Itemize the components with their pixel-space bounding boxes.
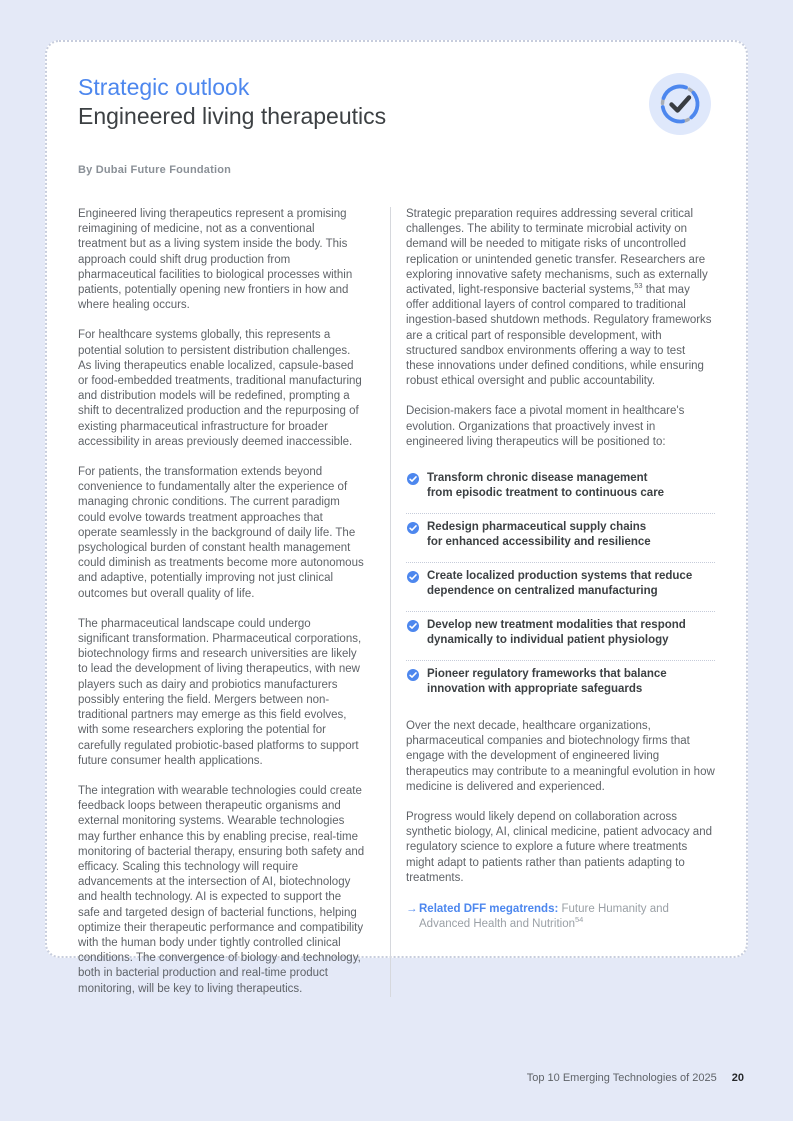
body-paragraph: For patients, the transformation extends beyond convenience to fundamentally alter the experience of managing chronic conditions. The current paradigm could evolve towards treatment approaches that operate seamlessly in the background of daily life. The psychological burden of constant health management could diminish as treatments become more autonomous and adaptive, potentially improving not just clinical outcomes but overall quality of life. [78, 466, 364, 600]
list-item [406, 563, 715, 612]
check-circle-icon [407, 522, 419, 534]
progress-check-badge [649, 73, 711, 135]
bullet-line: dynamically to individual patient physiology [427, 634, 669, 647]
related-megatrends-text: Future Humanity and Advanced Health and Nutrition [419, 903, 669, 930]
check-circle-icon [407, 669, 419, 681]
bullet-line: Develop new treatment modalities that respond [427, 619, 686, 632]
body-paragraph: Decision-makers face a pivotal moment in healthcare's evolution. Organizations that proactively invest in engineered living therapeutics will be positioned to: [406, 405, 685, 448]
arrow-right-icon: → [406, 903, 418, 916]
footnote-ref-54[interactable]: 54 [575, 914, 584, 924]
page-card [45, 40, 748, 995]
list-item [406, 661, 715, 705]
related-megatrends-label[interactable]: Related DFF megatrends: [419, 903, 559, 916]
check-circle-icon [407, 473, 419, 485]
left-column [78, 207, 390, 997]
list-item [406, 514, 715, 563]
related-megatrends-note [406, 902, 715, 931]
bullet-line: dependence on centralized manufacturing [427, 585, 658, 598]
header [78, 73, 715, 135]
body-paragraph [406, 207, 715, 389]
bullet-line: Create localized production systems that reduce [427, 570, 693, 583]
list-item-text [427, 667, 667, 697]
body-paragraph: The pharmaceutical landscape could undergo significant transformation. Pharmaceutical corporations, biotechnology firms and research universities are likely to lead the development of living therapeutics, with new players such as dairy and probiotics manufacturers possibly entering the field. Mergers between non-traditional partners may emerge as this field evolves, with some researchers exploring the potential for carefully regulated probiotic-based platforms to support future consumer health applications. [78, 617, 362, 767]
bullet-line: Redesign pharmaceutical supply chains [427, 521, 647, 534]
list-item [406, 612, 715, 661]
body-paragraph: The integration with wearable technologies could create feedback loops between therapeutic organisms and external monitoring systems. Wearable technologies may further enhance this by enabling precise, real-time monitoring of bacterial therapy, ensuring both safety and efficacy. Scaling this technology will require advancements at the intersection of AI, biotechnology and health technology. AI is expected to support the safe and targeted design of bacterial functions, helping optimize their therapeutic performance and compatibility with the human body under tightly controlled clinical conditions. The convergence of biology and technology, both in bacterial production and real-time product monitoring, will be key to living therapeutics. [78, 784, 365, 995]
outcome-bullet-list [406, 465, 715, 705]
footnote-ref-53[interactable]: 53 [634, 281, 643, 291]
page-number: 20 [731, 1072, 744, 1084]
header-titles [78, 73, 386, 131]
list-item-text [427, 618, 686, 648]
list-item-text [427, 569, 692, 599]
body-paragraph: Progress would likely depend on collaboration across synthetic biology, AI, clinical medicine, patient advocacy and regulatory science to explore a future where treatments might adapt to patients rather than patients adapting to treatments. [406, 811, 712, 884]
check-circle-icon [407, 620, 419, 632]
page-title: Engineered living therapeutics [78, 103, 387, 129]
report-title: Top 10 Emerging Technologies of 2025 [526, 1072, 717, 1084]
circular-check-icon [649, 73, 711, 135]
list-item-text [427, 520, 651, 550]
body-paragraph: Over the next decade, healthcare organizations, pharmaceutical companies and biotechnology firms that engage with the development of engineered living therapeutics may contribute to a meaningful evolution in how medicine is delivered and experienced. [406, 720, 715, 793]
section-eyebrow: Strategic outlook [78, 74, 250, 100]
bullet-line: from episodic treatment to continuous care [427, 487, 665, 500]
body-paragraph: For healthcare systems globally, this represents a potential solution to persistent distribution challenges. As living therapeutics enable localized, capsule-based or food-embedded treatments, traditional manufacturing and distribution models will be redefined, prompting a shift to decentralized production and the repurposing of existing pharmaceutical infrastructure for broader accessibility in areas previously deemed inaccessible. [78, 329, 362, 448]
paragraph-text: that may offer additional layers of control compared to traditional ingestion-based shutdown methods. Regulatory frameworks are a critical part of responsible development, with structured sandbox environments offering a way to test these innovations under defined conditions, while ensuring robust ethical oversight and public accountability. [406, 284, 712, 388]
list-item [406, 465, 715, 514]
body-paragraph: Engineered living therapeutics represent a promising reimagining of medicine, not as a conventional treatment but as a living system inside the body. This approach could shift drug production from pharmaceutical facilities to biological processes within patients, potentially opening new frontiers in how and where healing occurs. [78, 208, 353, 312]
byline: By Dubai Future Foundation [78, 164, 232, 176]
check-circle-icon [407, 571, 419, 583]
two-column-body [78, 207, 715, 997]
list-item-text [427, 471, 664, 501]
bullet-line: Pioneer regulatory frameworks that balance [427, 668, 667, 681]
bullet-line: innovation with appropriate safeguards [427, 683, 643, 696]
related-megatrends-content [419, 902, 715, 931]
right-column [390, 207, 715, 997]
page-footer [527, 1072, 744, 1084]
bullet-line: for enhanced accessibility and resilience [427, 536, 651, 549]
paragraph-text: Strategic preparation requires addressing several critical challenges. The ability to terminate microbial activity on demand will be needed to mitigate risks of uncontrolled replication or unintended genetic transfer. Researchers are exploring innovative safety mechanisms, such as externally activated, light-responsive bacterial systems, [406, 208, 708, 297]
bullet-line: Transform chronic disease management [427, 472, 648, 485]
